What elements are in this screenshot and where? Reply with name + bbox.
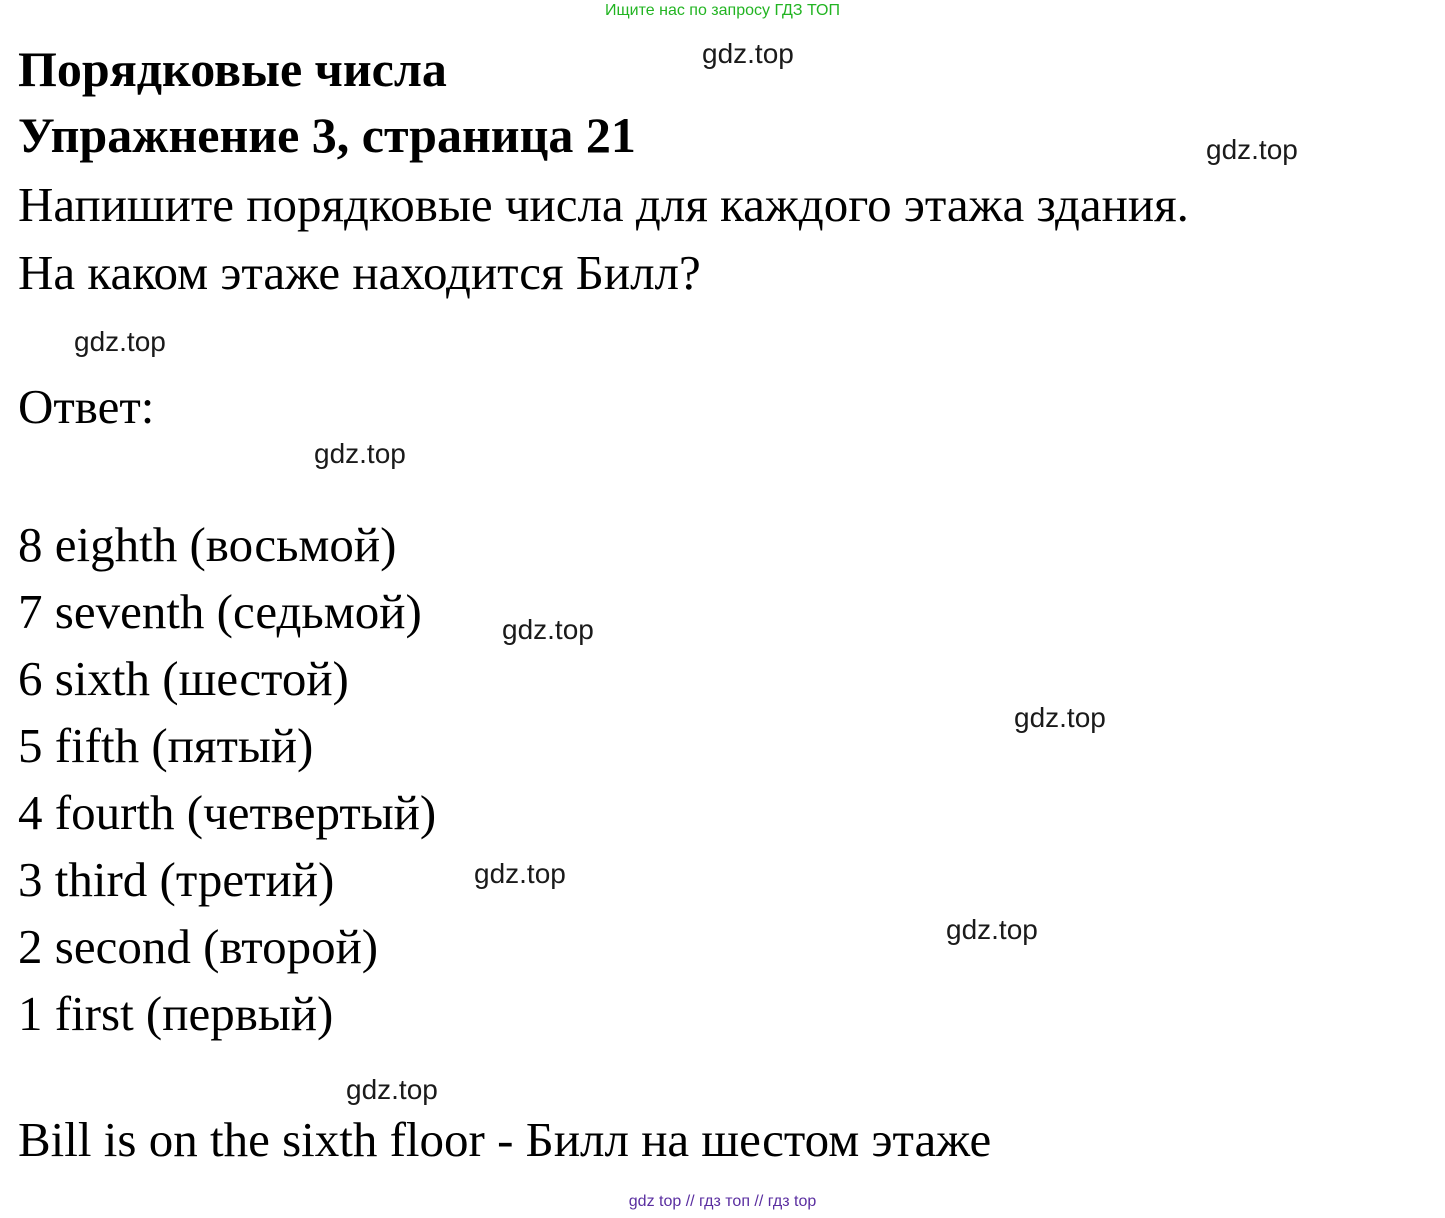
list-item: 8 eighth (восьмой) (18, 517, 397, 572)
list-item: 5 fifth (пятый) (18, 718, 314, 773)
list-item: 7 seventh (седьмой) (18, 584, 422, 639)
watermark: gdz.top (474, 858, 566, 889)
watermark: gdz.top (1014, 702, 1106, 733)
watermark: gdz.top (1206, 134, 1298, 165)
exercise-heading: Упражнение 3, страница 21 (18, 107, 636, 163)
list-item: 3 third (третий) (18, 852, 335, 907)
watermark: gdz.top (946, 914, 1038, 945)
answer-label: Ответ: (18, 379, 155, 434)
floor-list (18, 511, 436, 1047)
task-text-line-1: Напишите порядковые числа для каждого этажа здания. (18, 177, 1189, 232)
page-title: Порядковые числа (18, 41, 447, 97)
list-item: 1 first (первый) (18, 986, 334, 1041)
conclusion-text: Bill is on the sixth floor - Билл на шестом этаже (18, 1112, 992, 1167)
task-text-line-2: На каком этаже находится Билл? (18, 245, 701, 300)
watermark: gdz.top (502, 614, 594, 645)
list-item: 4 fourth (четвертый) (18, 785, 437, 840)
top-banner: Ищите нас по запросу ГДЗ ТОП (605, 2, 840, 19)
watermark: gdz.top (314, 438, 406, 469)
watermark: gdz.top (346, 1074, 438, 1105)
watermark: gdz.top (74, 326, 166, 357)
watermark: gdz.top (702, 38, 794, 69)
list-item: 2 second (второй) (18, 919, 379, 974)
footer-links: gdz top // гдз топ // гдз top (628, 1193, 817, 1210)
list-item: 6 sixth (шестой) (18, 651, 349, 706)
